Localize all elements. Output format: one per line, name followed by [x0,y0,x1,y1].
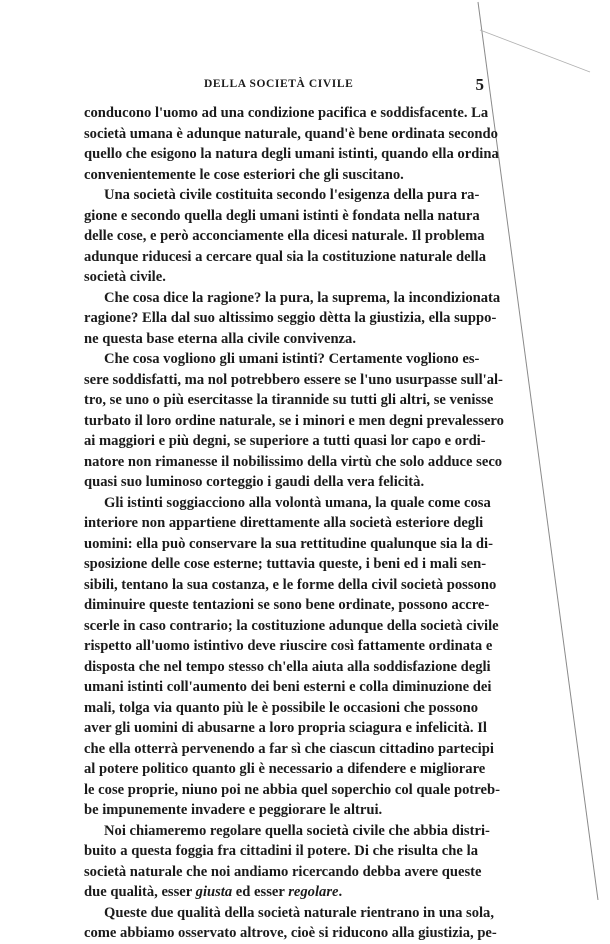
text-line: quello che esigono la natura degli umani istinti, quando ella ordina [84,146,499,162]
text-line: che ella otterrà pervenendo a far sì che ciascun cittadino partecipi [84,740,494,757]
page-header [84,75,484,98]
text-line: uomini: ella può conservare la sua rettitudine qualunque sia la di- [84,535,493,552]
text-line: Noi chiameremo regolare quella società civile che abbia distri- [104,822,490,839]
text-line: gione e secondo quella degli umani istinti è fondata nella natura [84,207,480,224]
text-line: Gli istinti soggiacciono alla volontà umana, la quale come cosa [104,494,491,511]
text-line: società naturale che noi andiamo ricercando debba avere queste [84,863,482,880]
text-line: società umana è adunque naturale, quand'è bene ordinata secondo [84,125,498,142]
text-line: rispetto all'uomo istintivo deve riuscire così fattamente ordinata e [84,638,493,654]
text-line: adunque riducesi a cercare qual sia la costituzione naturale della [84,248,487,265]
text-line: ragione? Ella dal suo altissimo seggio dètta la giustizia, ella suppo- [84,310,497,326]
body-text [84,103,504,944]
text-line: convenientemente le cose esteriori che gli suscitano. [84,166,404,183]
text-line: due qualità, esser giusta ed esser regolare. [84,884,343,900]
text-line: conducono l'uomo ad una condizione pacifica e soddisfacente. La [84,105,489,121]
text-line: sere soddisfatti, ma nol potrebbero essere se l'uno usurpasse sull'al- [84,371,503,388]
text-line: sibili, tentano la sua costanza, e le forme della civil società possono [84,576,497,593]
text-line: aver gli uomini di abusarne a loro propria sciagura e infelicità. Il [84,720,487,736]
text-line: le cose proprie, niuno poi ne abbia quel soperchio col quale potreb- [84,781,500,798]
text-line: natore non rimanesse il nobilissimo della virtù che solo adduce seco [84,453,503,470]
text-line: ai maggiori e più degni, se superiore a tutti quasi lor capo e ordi- [84,433,486,449]
text-line: diminuire queste tentazioni se sono bene ordinate, possono accre- [84,597,490,613]
text-line: interiore non appartiene direttamente alla società esteriore degli [84,515,484,531]
text-line: Una società civile costituita secondo l'esigenza della pura ra- [104,187,480,203]
text-line: scerle in caso contrario; la costituzione adunque della società civile [84,617,499,634]
text-line: ne questa base eterna alla civile convivenza. [84,330,356,347]
text-line: tro, se uno o più esercitasse la tirannide su tutti gli altri, se venisse [84,392,494,408]
text-line: disposta che nel tempo stesso ch'ella aiuta alla soddisfazione degli [84,658,491,675]
text-line: sposizione delle cose esterne; tuttavia queste, i beni ed i mali sen- [84,556,487,572]
text-line: Che cosa vogliono gli umani istinti? Certamente vogliono es- [104,351,480,367]
text-line: Che cosa dice la ragione? la pura, la suprema, la incondizionata [104,289,501,306]
page-number: 5 [475,75,484,94]
text-line: mali, tolga via quanto più le è possibile le occasioni che possono [84,699,478,716]
running-title: DELLA SOCIETÀ CIVILE [204,78,354,90]
text-line: turbato il loro ordine naturale, se i minori e men degni prevalessero [84,412,504,429]
text-line: quasi suo luminoso corteggio i gaudi della vera felicità. [84,474,425,490]
page-edge-line [480,30,590,72]
text-line: be impunemente invadere e peggiorare le altrui. [84,802,383,818]
text-line: delle cose, e però acconciamente ella dicesi naturale. Il problema [84,228,485,244]
text-line: al potere politico quanto gli è necessario a difendere e migliorare [84,761,486,777]
text-line: buito a questa foggia fra cittadini il potere. Di che risulta che la [84,843,478,859]
text-line: umani istinti coll'aumento dei beni esterni e colla diminuzione dei [84,679,492,695]
text-line: società civile. [84,269,166,285]
text-line: Queste due qualità della società naturale rientrano in una sola, [104,904,494,921]
text-line: come abbiamo osservato altrove, cioè si riducono alla giustizia, pe- [84,925,497,941]
